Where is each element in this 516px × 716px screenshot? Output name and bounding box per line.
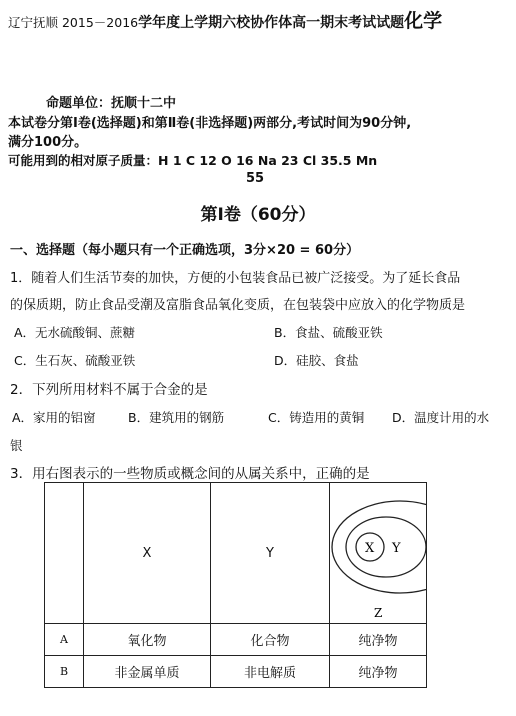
q1-option-b: B．食盐、硫酸亚铁 (274, 325, 383, 340)
exam-description-line2: 满分100分。 (8, 135, 88, 150)
q1-option-c: C．生石灰、硫酸亚铁 (14, 353, 136, 368)
q3-table (44, 482, 427, 688)
exam-title (8, 6, 442, 36)
q3-row-b-z: 纯净物 (330, 656, 427, 688)
q3-row-b-x: 非金属单质 (84, 656, 211, 688)
q2-option-b: B．建筑用的钢筋 (128, 410, 225, 425)
q3-row-a-label: A (45, 624, 84, 656)
q2-stem: 2．下列所用材料不属于合金的是 (10, 382, 208, 398)
q1-option-d: D．硅胶、食盐 (274, 353, 359, 368)
q3-diagram-cell (330, 483, 427, 624)
atomic-masses-line1: 可能用到的相对原子质量：H 1 C 12 O 16 Na 23 Cl 35.5 Mn (8, 153, 378, 168)
q3-row-b-y: 非电解质 (211, 656, 330, 688)
exam-description-line1: 本试卷分第Ⅰ卷(选择题)和第Ⅱ卷(非选择题)两部分,考试时间为90分钟, (8, 116, 412, 131)
section1-heading: 一、选择题（每小题只有一个正确选项，3分×20 = 60分） (10, 243, 360, 258)
q3-header-row (45, 483, 427, 624)
diagram-label-z: Z (374, 606, 383, 620)
diagram-label-x: X (365, 541, 375, 556)
q3-header-x: X (84, 483, 211, 624)
q3-row-a-x: 氧化物 (84, 624, 211, 656)
q2-option-c: C．铸造用的黄铜 (268, 410, 365, 425)
title-middle: 学年度上学期六校协作体高一期末考试试题 (138, 15, 405, 31)
atomic-masses-line2: 55 (246, 171, 265, 186)
q3-stem: 3．用右图表示的一些物质或概念间的从属关系中，正确的是 (10, 466, 370, 482)
middle-ellipse-y (346, 517, 426, 577)
q3-row-a (45, 624, 427, 656)
q3-row-b (45, 656, 427, 688)
q1-stem-line2: 的保质期，防止食品受潮及富脂食品氧化变质，在包装袋中应放入的化学物质是 (10, 298, 466, 313)
nested-sets-diagram (330, 483, 426, 623)
q3-row-a-y: 化合物 (211, 624, 330, 656)
title-subject: 化学 (404, 10, 443, 32)
part1-title: 第Ⅰ卷（60分） (200, 205, 316, 225)
q3-corner-cell (45, 483, 84, 624)
q3-row-b-label: B (45, 656, 84, 688)
diagram-label-y: Y (392, 541, 401, 556)
title-prefix: 辽宁抚顺 2015－2016 (8, 15, 139, 30)
q2-option-d: D．温度计用的水 (392, 410, 490, 425)
q2-option-a: A．家用的铝窗 (12, 410, 96, 425)
q1-option-a: A．无水硫酸铜、蔗糖 (14, 325, 136, 340)
q3-header-y: Y (211, 483, 330, 624)
exam-unit: 命题单位：抚顺十二中 (46, 96, 177, 111)
q2-option-d-continued: 银 (10, 438, 23, 453)
q1-stem-line1: 1．随着人们生活节奏的加快，方便的小包装食品已被广泛接受。为了延长食品 (10, 271, 461, 286)
q3-row-a-z: 纯净物 (330, 624, 427, 656)
